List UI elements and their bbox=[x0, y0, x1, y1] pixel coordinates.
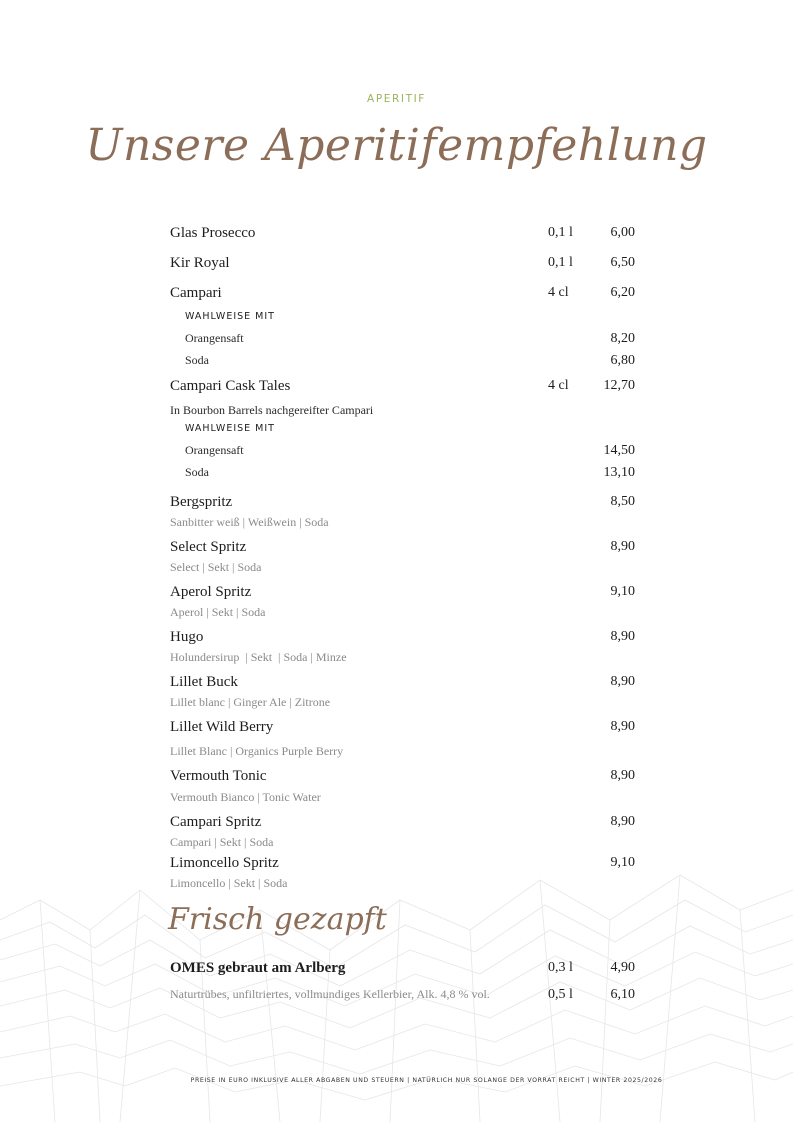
item-description: Naturtrübes, unfiltriertes, vollmundiges Kellerbier, Alk. 4,8 % vol. bbox=[170, 987, 490, 1001]
menu-item bbox=[170, 960, 635, 980]
item-price: 6,10 bbox=[610, 987, 635, 1002]
option-name: Orangensaft bbox=[185, 331, 244, 345]
item-name: Kir Royal bbox=[170, 255, 230, 271]
option-item bbox=[170, 353, 635, 373]
option-item bbox=[170, 331, 635, 351]
item-description: Vermouth Bianco | Tonic Water bbox=[170, 790, 321, 804]
item-name: Glas Prosecco bbox=[170, 225, 256, 241]
item-price: 8,90 bbox=[610, 539, 635, 554]
item-price: 8,90 bbox=[610, 719, 635, 734]
menu-item bbox=[170, 768, 635, 788]
item-price: 6,20 bbox=[610, 285, 635, 300]
item-description: Aperol | Sekt | Soda bbox=[170, 605, 266, 619]
item-price: 8,50 bbox=[610, 494, 635, 509]
section-label: APERITIF bbox=[367, 93, 426, 105]
item-description: Lillet blanc | Ginger Ale | Zitrone bbox=[170, 695, 331, 709]
menu-item bbox=[170, 719, 635, 739]
menu-item bbox=[170, 814, 635, 834]
menu-item bbox=[170, 255, 635, 275]
item-volume: 0,5 l bbox=[548, 987, 573, 1002]
option-name: Soda bbox=[185, 353, 209, 367]
option-item bbox=[170, 443, 635, 463]
item-volume: 0,1 l bbox=[548, 255, 573, 270]
option-price: 6,80 bbox=[610, 353, 635, 368]
item-description: Select | Sekt | Soda bbox=[170, 560, 262, 574]
item-description: Campari | Sekt | Soda bbox=[170, 835, 274, 849]
item-price: 8,90 bbox=[610, 629, 635, 644]
option-price: 8,20 bbox=[610, 331, 635, 346]
item-price: 9,10 bbox=[610, 855, 635, 870]
menu-item bbox=[170, 987, 635, 1007]
item-name: Vermouth Tonic bbox=[170, 768, 267, 784]
menu-item bbox=[170, 494, 635, 514]
option-name: Soda bbox=[185, 465, 209, 479]
menu-item bbox=[170, 674, 635, 694]
menu-item bbox=[170, 225, 635, 245]
option-price: 14,50 bbox=[603, 443, 635, 458]
item-volume: 4 cl bbox=[548, 285, 569, 300]
item-description: Holundersirup | Sekt | Soda | Minze bbox=[170, 650, 347, 664]
item-name: Lillet Buck bbox=[170, 674, 238, 690]
option-item bbox=[170, 465, 635, 485]
item-name: Bergspritz bbox=[170, 494, 233, 510]
page-title: Unsere Aperitifempfehlung bbox=[85, 120, 708, 171]
item-name: OMES gebraut am Arlberg bbox=[170, 960, 346, 976]
item-note: In Bourbon Barrels nachgereifter Campari bbox=[170, 403, 374, 417]
option-price: 13,10 bbox=[603, 465, 635, 480]
option-label: WAHLWEISE MIT bbox=[185, 423, 275, 434]
item-name: Campari Spritz bbox=[170, 814, 262, 830]
item-price: 9,10 bbox=[610, 584, 635, 599]
section-title: Frisch gezapft bbox=[168, 902, 387, 937]
item-price: 8,90 bbox=[610, 814, 635, 829]
item-price: 8,90 bbox=[610, 768, 635, 783]
option-label: WAHLWEISE MIT bbox=[185, 311, 275, 322]
menu-item bbox=[170, 855, 635, 875]
item-description: Lillet Blanc | Organics Purple Berry bbox=[170, 744, 344, 758]
item-volume: 4 cl bbox=[548, 378, 569, 393]
menu-item bbox=[170, 584, 635, 604]
item-name: Campari bbox=[170, 285, 222, 301]
menu-item bbox=[170, 539, 635, 559]
item-name: Aperol Spritz bbox=[170, 584, 252, 600]
option-name: Orangensaft bbox=[185, 443, 244, 457]
item-price: 6,50 bbox=[610, 255, 635, 270]
footer-note: PREISE IN EURO INKLUSIVE ALLER ABGABEN UND STEUERN | NATÜRLICH NUR SOLANGE DER VORRAT REICHT | WINTER 2025/2026 bbox=[190, 1077, 663, 1084]
item-description: Sanbitter weiß | Weißwein | Soda bbox=[170, 515, 329, 529]
item-price: 6,00 bbox=[610, 225, 635, 240]
item-description: Limoncello | Sekt | Soda bbox=[170, 876, 288, 890]
item-price: 12,70 bbox=[603, 378, 635, 393]
item-name: Hugo bbox=[170, 629, 204, 645]
item-name: Lillet Wild Berry bbox=[170, 719, 274, 735]
menu-item bbox=[170, 378, 635, 398]
item-name: Limoncello Spritz bbox=[170, 855, 279, 871]
item-volume: 0,3 l bbox=[548, 960, 573, 975]
item-volume: 0,1 l bbox=[548, 225, 573, 240]
menu-item bbox=[170, 629, 635, 649]
item-name: Campari Cask Tales bbox=[170, 378, 291, 394]
menu-item bbox=[170, 285, 635, 305]
item-name: Select Spritz bbox=[170, 539, 247, 555]
item-price: 8,90 bbox=[610, 674, 635, 689]
item-price: 4,90 bbox=[610, 960, 635, 975]
